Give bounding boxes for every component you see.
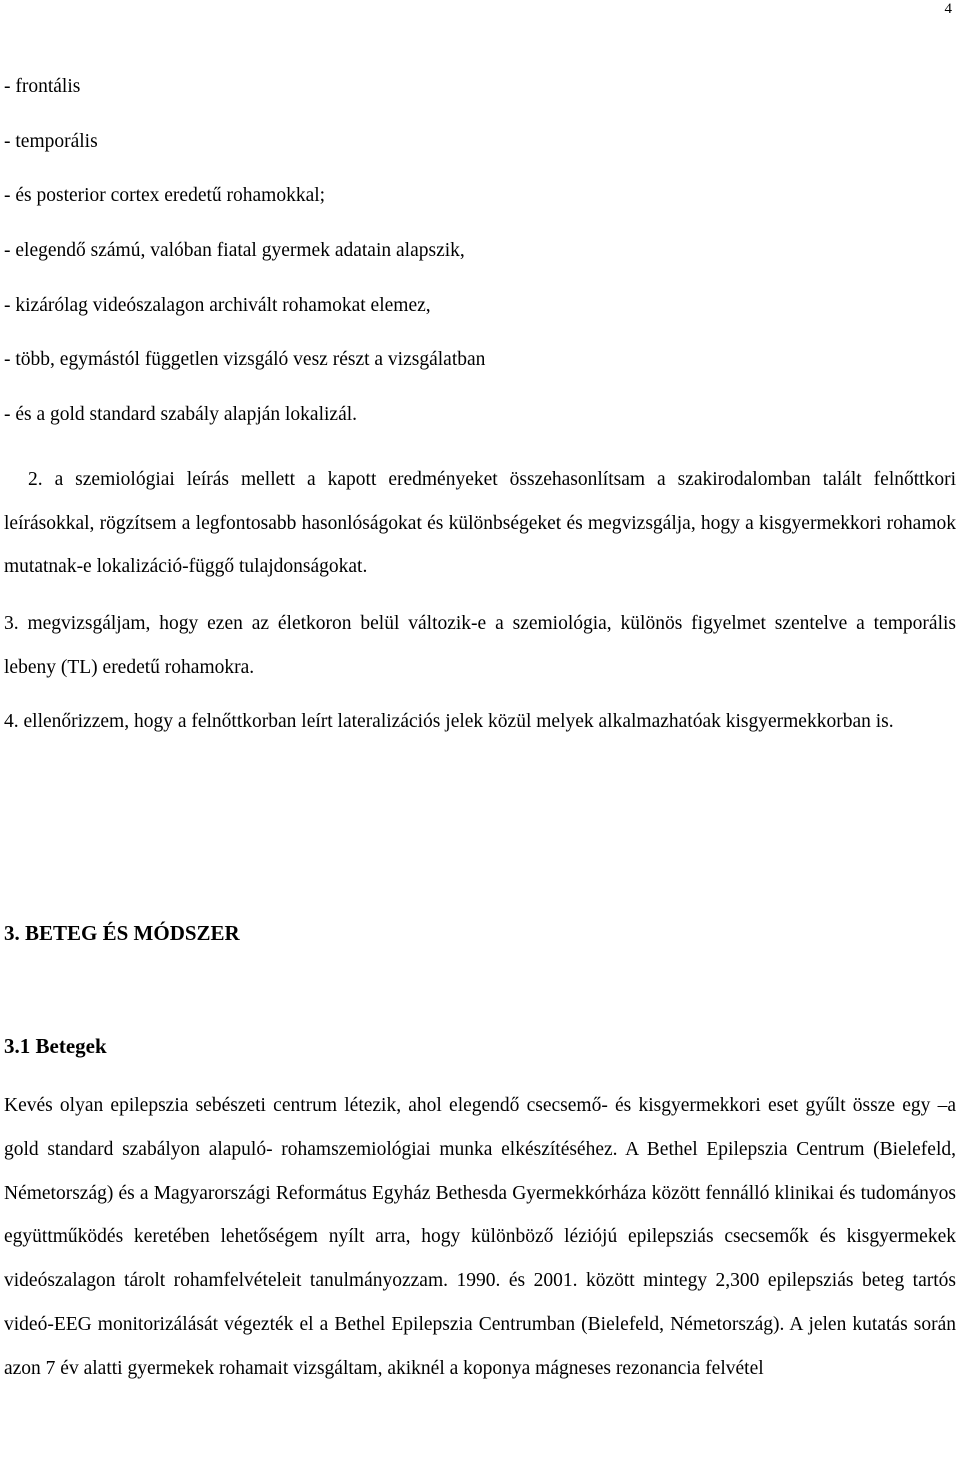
aim-text-3: 3. megvizsgáljam, hogy ezen az életkoron belül változik-e a szemiológia, különös figyelmet szentelve a temporális lebeny (TL) eredetű rohamokra. — [4, 613, 956, 678]
aim-text-2: 2. a szemiológiai leírás mellett a kapott eredményeket összehasonlítsam a szakirodalomban talált felnőttkori leírásokkal, rögzítsem a legfontosabb hasonlóságokat és különbségeket és megvizsgálja, hogy a kisgyermekkori rohamok mutatnak-e lokalizáció-függő tulajdonságokat. — [4, 469, 956, 578]
page-number: 4 — [944, 1, 952, 17]
aim-text-4: 4. ellenőrizzem, hogy a felnőttkorban leírt lateralizációs jelek közül melyek alkalmazhatóak kisgyermekkorban is. — [4, 711, 894, 732]
aim-paragraph-3 — [4, 602, 956, 689]
list-item: - elegendő számú, valóban fiatal gyermek adatain alapszik, — [4, 240, 465, 262]
list-item: - és a gold standard szabály alapján lokalizál. — [4, 404, 358, 426]
subsection-heading: 3.1 Betegek — [4, 1034, 107, 1058]
list-item: - több, egymástól független vizsgáló vesz részt a vizsgálatban — [4, 349, 486, 371]
list-item: - frontális — [4, 76, 81, 97]
list-item: - és posterior cortex eredetű rohamokkal; — [4, 185, 326, 207]
aim-paragraph-4 — [4, 700, 956, 744]
list-item: - kizárólag videószalagon archivált rohamokat elemez, — [4, 294, 431, 316]
body-paragraph: Kevés olyan epilepszia sebészeti centrum létezik, ahol elegendő csecsemő- és kisgyermekkori eset gyűlt össze egy –a gold standard szabályon alapuló- rohamszemiológiai munka elkészítéséhez. A Bethel Epilepszia Centrum (Bielefeld, Németország) és a Magyarországi Református Egyház Bethesda Gyermekkórháza között fennálló klinikai és tudományos együttműködés keretében lehetőségem nyílt arra, hogy különböző léziójú epilepsziás csecsemők és kisgyermekek videószalagon tárolt rohamfelvételeit tanulmányozzam. 1990. és 2001. között mintegy 2,300 epilepsziás beteg tartós videó-EEG monitorizálását végezték el a Bethel Epilepszia Centrumban (Bielefeld, Németország). A jelen kutatás során azon 7 év alatti gyermekek rohamait vizsgáltam, akiknél a koponya mágneses rezonancia felvétel — [4, 1095, 956, 1379]
criteria-list — [4, 72, 954, 455]
section-heading: 3. BETEG ÉS MÓDSZER — [4, 921, 240, 945]
aim-paragraph-2 — [4, 458, 956, 589]
list-item: - temporális — [4, 130, 98, 152]
